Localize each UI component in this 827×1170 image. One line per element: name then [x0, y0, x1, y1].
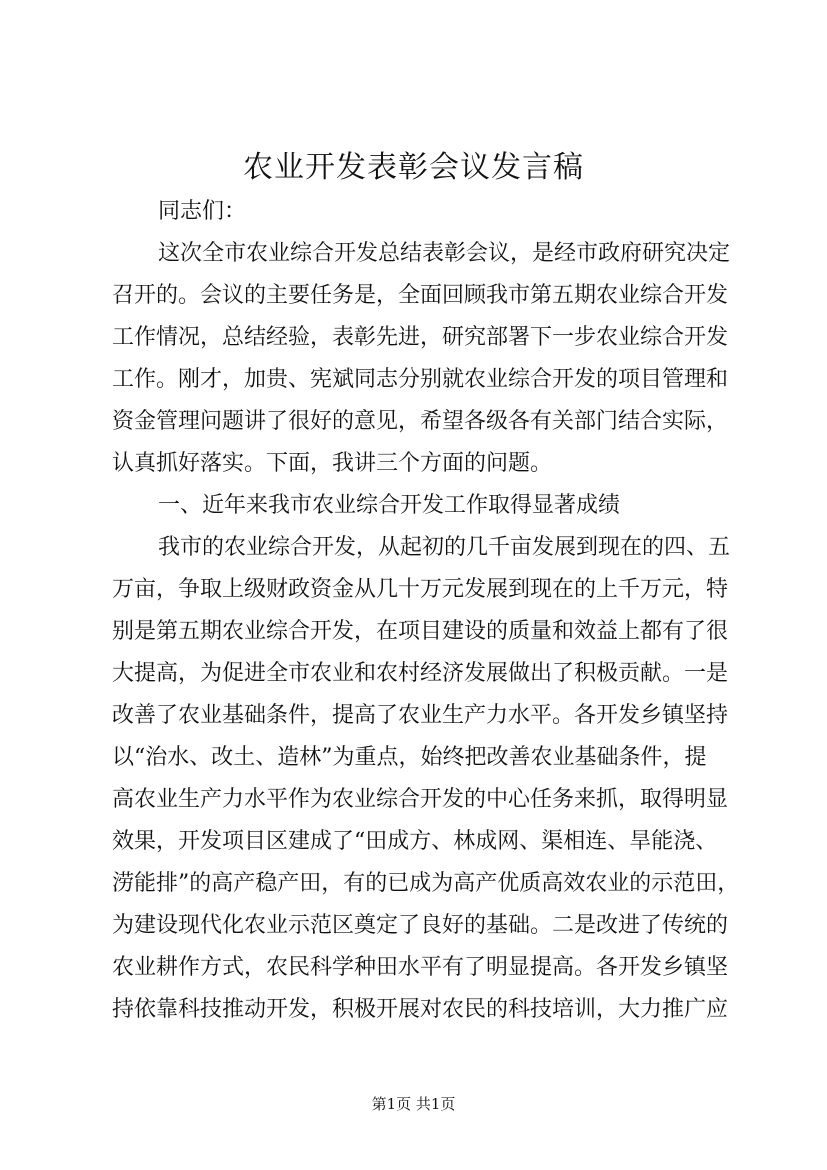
paragraph-line: 以“治水、改土、造林”为重点，始终把改善农业基础条件，提 [112, 745, 707, 770]
page-footer: 第1页 共1页 [371, 1095, 456, 1113]
paragraph-line: 召开的。会议的主要任务是，全面回顾我市第五期农业综合开发 [112, 283, 729, 308]
document-title: 农业开发表彰会议发言稿 [243, 150, 584, 185]
salutation-line: 同志们： [158, 199, 247, 224]
paragraph-line: 万亩，争取上级财政资金从几十万元发展到现在的上千万元，特 [112, 577, 729, 602]
paragraph-line: 大提高，为促进全市农业和农村经济发展做出了积极贡献。一是 [112, 661, 729, 686]
paragraph-line: 资金管理问题讲了很好的意见，希望各级各有关部门结合实际， [112, 409, 729, 434]
paragraph-line: 工作。刚才，加贵、宪斌同志分别就农业综合开发的项目管理和 [112, 367, 729, 392]
paragraph-line: 改善了农业基础条件，提高了农业生产力水平。各开发乡镇坚持 [112, 703, 729, 728]
paragraph-line: 为建设现代化农业示范区奠定了良好的基础。二是改进了传统的 [112, 913, 729, 938]
paragraph-line: 这次全市农业综合开发总结表彰会议，是经市政府研究决定 [158, 241, 731, 266]
paragraph-line: 持依靠科技推动开发，积极开展对农民的科技培训，大力推广应 [112, 997, 729, 1022]
paragraph-line: 农业耕作方式，农民科学种田水平有了明显提高。各开发乡镇坚 [112, 955, 729, 980]
paragraph-line: 工作情况，总结经验，表彰先进，研究部署下一步农业综合开发 [112, 325, 729, 350]
paragraph-line: 涝能排”的高产稳产田，有的已成为高产优质高效农业的示范田， [112, 871, 740, 896]
paragraph-line: 别是第五期农业综合开发，在项目建设的质量和效益上都有了很 [112, 619, 729, 644]
paragraph-line: 认真抓好落实。下面，我讲三个方面的问题。 [112, 451, 553, 476]
paragraph-line: 效果，开发项目区建成了“田成方、林成网、渠相连、旱能浇、 [112, 829, 718, 854]
section-heading: 一、近年来我市农业综合开发工作取得显著成绩 [158, 493, 621, 518]
paragraph-line: 高农业生产力水平作为农业综合开发的中心任务来抓，取得明显 [112, 787, 729, 812]
paragraph-line: 我市的农业综合开发，从起初的几千亩发展到现在的四、五 [158, 535, 731, 560]
